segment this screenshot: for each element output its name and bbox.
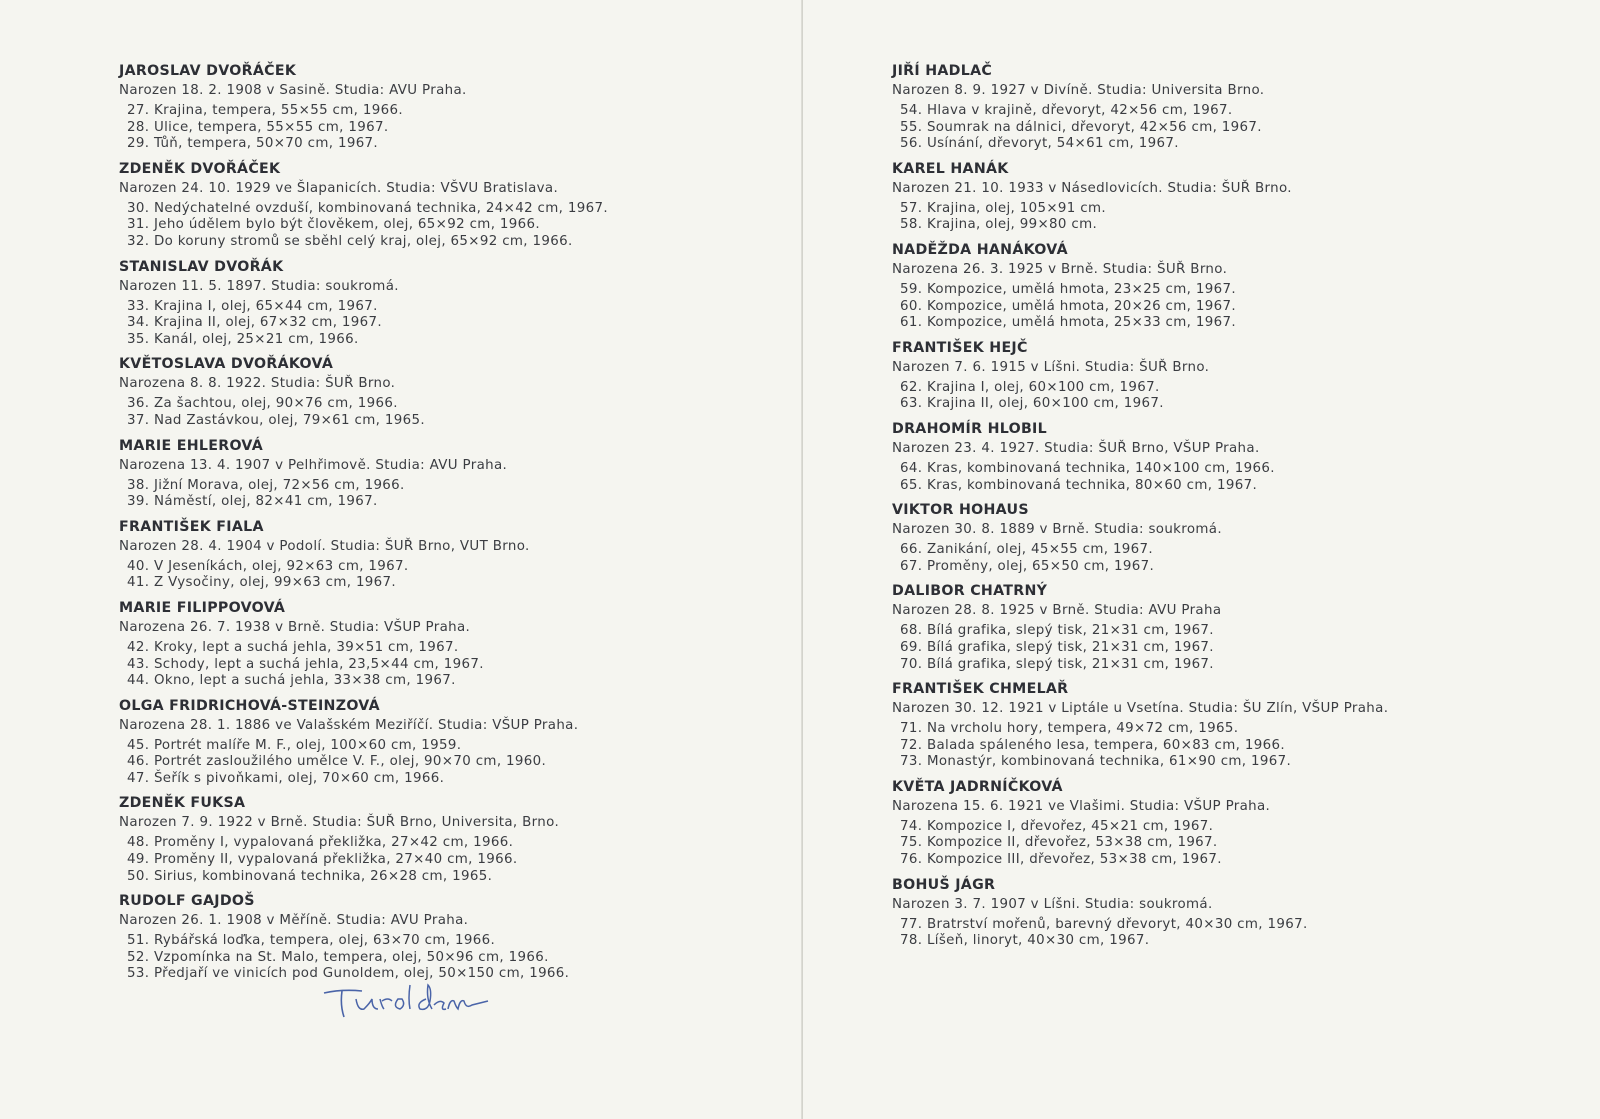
artwork-item: 40. V Jeseníkách, olej, 92×63 cm, 1967. (127, 558, 409, 574)
artwork-item: 45. Portrét malíře M. F., olej, 100×60 cm, 1959. (127, 737, 462, 753)
artist-bio: Narozen 30. 8. 1889 v Brně. Studia: soukromá. (892, 522, 1222, 538)
artist-name: KVĚTOSLAVA DVOŘÁKOVÁ (119, 356, 334, 373)
artist-entry (892, 159, 1582, 234)
artwork-item: 56. Usínání, dřevoryt, 54×61 cm, 1967. (900, 136, 1179, 152)
artist-entry (892, 581, 1582, 673)
artist-entry (119, 354, 789, 429)
artwork-item: 44. Okno, lept a suchá jehla, 33×38 cm, 1967. (127, 673, 456, 689)
artwork-item: 68. Bílá grafika, slepý tisk, 21×31 cm, 1967. (900, 623, 1214, 639)
artwork-item: 60. Kompozice, umělá hmota, 20×26 cm, 1967. (900, 298, 1236, 314)
artwork-item: 61. Kompozice, umělá hmota, 25×33 cm, 1967. (900, 315, 1236, 331)
artist-name: JAROSLAV DVOŘÁČEK (119, 63, 297, 79)
artist-name: FRANTIŠEK HEJČ (892, 339, 1028, 356)
artist-name: STANISLAV DVOŘÁK (119, 258, 284, 275)
artwork-item: 31. Jeho údělem bylo být člověkem, olej, 65×92 cm, 1966. (127, 217, 540, 233)
artist-name: KAREL HANÁK (892, 160, 1009, 177)
artwork-item: 41. Z Vysočiny, olej, 99×63 cm, 1967. (127, 575, 397, 591)
artist-entry (119, 891, 789, 983)
artwork-item: 67. Proměny, olej, 65×50 cm, 1967. (900, 558, 1155, 574)
artwork-item: 73. Monastýr, kombinovaná technika, 61×90 cm, 1967. (900, 754, 1292, 770)
artist-entry (892, 875, 1582, 950)
artist-entry (892, 240, 1582, 332)
artwork-item: 69. Bílá grafika, slepý tisk, 21×31 cm, 1967. (900, 639, 1214, 655)
artwork-item: 30. Nedýchatelné ovzduší, kombinovaná technika, 24×42 cm, 1967. (127, 200, 608, 216)
artwork-item: 38. Jižní Morava, olej, 72×56 cm, 1966. (127, 477, 405, 493)
artwork-item: 78. Líšeň, linoryt, 40×30 cm, 1967. (900, 933, 1150, 949)
right-page (803, 0, 1600, 1119)
artwork-item: 72. Balada spáleného lesa, tempera, 60×83 cm, 1966. (900, 737, 1285, 753)
artist-name: RUDOLF GAJDOŠ (119, 893, 255, 910)
artwork-item: 29. Tůň, tempera, 50×70 cm, 1967. (127, 136, 379, 152)
artist-name: MARIE EHLEROVÁ (119, 437, 264, 454)
artwork-item: 39. Náměstí, olej, 82×41 cm, 1967. (127, 494, 378, 510)
artwork-item: 74. Kompozice I, dřevořez, 45×21 cm, 1967. (900, 818, 1214, 834)
artist-bio: Narozen 3. 7. 1907 v Líšni. Studia: soukromá. (892, 896, 1213, 912)
artwork-item: 66. Zanikání, olej, 45×55 cm, 1967. (900, 542, 1154, 558)
artist-bio: Narozen 23. 4. 1927. Studia: ŠUŘ Brno, VŠUP Praha. (892, 440, 1260, 456)
artwork-item: 65. Kras, kombinovaná technika, 80×60 cm, 1967. (900, 477, 1258, 493)
artist-entry (892, 419, 1582, 494)
artwork-item: 32. Do koruny stromů se sběhl celý kraj, olej, 65×92 cm, 1966. (127, 233, 573, 249)
artist-entry (119, 696, 789, 788)
artwork-item: 52. Vzpomínka na St. Malo, tempera, olej, 50×96 cm, 1966. (127, 949, 549, 965)
artwork-item: 63. Krajina II, olej, 60×100 cm, 1967. (900, 396, 1164, 412)
artist-entry (119, 517, 789, 592)
artist-name: BOHUŠ JÁGR (892, 876, 996, 893)
artist-name: FRANTIŠEK FIALA (119, 518, 264, 535)
artist-bio: Narozen 21. 10. 1933 v Násedlovicích. Studia: ŠUŘ Brno. (892, 180, 1292, 196)
artist-bio: Narozen 30. 12. 1921 v Liptále u Vsetína. Studia: ŠU Zlín, VŠUP Praha. (892, 701, 1389, 717)
artist-name: OLGA FRIDRICHOVÁ-STEINZOVÁ (119, 697, 380, 714)
left-catalog-column (119, 61, 789, 989)
artwork-item: 64. Kras, kombinovaná technika, 140×100 cm, 1966. (900, 460, 1275, 476)
artist-bio: Narozen 28. 4. 1904 v Podolí. Studia: ŠUŘ Brno, VUT Brno. (119, 538, 530, 554)
artist-entry (892, 679, 1582, 771)
artist-entry (892, 500, 1582, 575)
artist-name: ZDENĚK FUKSA (119, 795, 246, 812)
artist-entry (892, 61, 1582, 153)
artist-entry (119, 598, 789, 690)
artist-entry (119, 61, 789, 153)
artist-bio: Narozen 7. 9. 1922 v Brně. Studia: ŠUŘ Brno, Universita, Brno. (119, 815, 560, 831)
artist-bio: Narozen 26. 1. 1908 v Měříně. Studia: AVU Praha. (119, 913, 469, 929)
artwork-item: 36. Za šachtou, olej, 90×76 cm, 1966. (127, 396, 398, 412)
artwork-item: 55. Soumrak na dálnici, dřevoryt, 42×56 cm, 1967. (900, 119, 1262, 135)
artist-name: DRAHOMÍR HLOBIL (892, 420, 1047, 437)
handwritten-correction (322, 981, 492, 1031)
artist-bio: Narozen 11. 5. 1897. Studia: soukromá. (119, 278, 399, 294)
artist-entry (119, 436, 789, 511)
artist-entry (119, 159, 789, 251)
artwork-item: 42. Kroky, lept a suchá jehla, 39×51 cm, 1967. (127, 639, 459, 655)
artwork-item: 62. Krajina I, olej, 60×100 cm, 1967. (900, 379, 1160, 395)
artwork-item: 27. Krajina, tempera, 55×55 cm, 1966. (127, 103, 403, 118)
artwork-item: 37. Nad Zastávkou, olej, 79×61 cm, 1965. (127, 412, 425, 428)
artwork-item: 33. Krajina I, olej, 65×44 cm, 1967. (127, 298, 378, 314)
artist-bio: Narozen 28. 8. 1925 v Brně. Studia: AVU Praha (892, 603, 1222, 619)
artist-bio: Narozena 28. 1. 1886 ve Valašském Meziříčí. Studia: VŠUP Praha. (119, 717, 579, 733)
artwork-item: 75. Kompozice II, dřevořez, 53×38 cm, 1967. (900, 835, 1218, 851)
artwork-item: 51. Rybářská loďka, tempera, olej, 63×70 cm, 1966. (127, 933, 496, 949)
artist-name: NADĚŽDA HANÁKOVÁ (892, 241, 1068, 258)
artwork-item: 59. Kompozice, umělá hmota, 23×25 cm, 1967. (900, 281, 1236, 297)
artwork-item: 71. Na vrcholu hory, tempera, 49×72 cm, 1965. (900, 721, 1239, 737)
artist-bio: Narozen 18. 2. 1908 v Sasině. Studia: AVU Praha. (119, 83, 467, 98)
artist-bio: Narozena 26. 3. 1925 v Brně. Studia: ŠUŘ Brno. (892, 261, 1228, 277)
artist-bio: Narozena 15. 6. 1921 ve Vlašimi. Studia: VŠUP Praha. (892, 798, 1271, 814)
artwork-item: 47. Šeřík s pivoňkami, olej, 70×60 cm, 1966. (127, 770, 445, 786)
artist-name: ZDENĚK DVOŘÁČEK (119, 160, 281, 177)
artist-entry (119, 793, 789, 885)
artwork-item: 76. Kompozice III, dřevořez, 53×38 cm, 1967. (900, 852, 1222, 868)
artwork-item: 49. Proměny II, vypalovaná překližka, 27×40 cm, 1966. (127, 852, 518, 868)
artwork-item: 53. Předjaří ve vinicích pod Gunoldem, olej, 50×150 cm, 1966. (127, 966, 570, 982)
artwork-item: 50. Sirius, kombinovaná technika, 26×28 cm, 1965. (127, 868, 493, 884)
artwork-item: 77. Bratrství mořenů, barevný dřevoryt, 40×30 cm, 1967. (900, 916, 1308, 932)
artist-bio: Narozena 13. 4. 1907 v Pelhřimově. Studia: AVU Praha. (119, 457, 508, 473)
artwork-item: 35. Kanál, olej, 25×21 cm, 1966. (127, 331, 359, 347)
artist-entry (892, 338, 1582, 413)
artwork-item: 58. Krajina, olej, 99×80 cm. (900, 217, 1098, 233)
artwork-item: 54. Hlava v krajině, dřevoryt, 42×56 cm, 1967. (900, 103, 1233, 118)
artwork-item: 43. Schody, lept a suchá jehla, 23,5×44 cm, 1967. (127, 656, 484, 672)
artist-bio: Narozen 8. 9. 1927 v Divíně. Studia: Universita Brno. (892, 83, 1265, 98)
artwork-item: 48. Proměny I, vypalovaná překližka, 27×42 cm, 1966. (127, 835, 514, 851)
artwork-item: 70. Bílá grafika, slepý tisk, 21×31 cm, 1967. (900, 656, 1214, 672)
artist-bio: Narozena 26. 7. 1938 v Brně. Studia: VŠUP Praha. (119, 619, 471, 635)
artist-entry (119, 257, 789, 349)
artist-name: FRANTIŠEK CHMELAŘ (892, 681, 1069, 698)
artist-name: VIKTOR HOHAUS (892, 502, 1029, 519)
artist-bio: Narozen 24. 10. 1929 ve Šlapanicích. Studia: VŠVU Bratislava. (119, 180, 559, 196)
artist-name: JIŘÍ HADLAČ (892, 63, 993, 79)
artist-bio: Narozen 7. 6. 1915 v Líšni. Studia: ŠUŘ Brno. (892, 359, 1210, 375)
right-catalog-column (892, 61, 1582, 956)
artist-name: KVĚTA JADRNÍČKOVÁ (892, 778, 1063, 795)
artist-entry (892, 777, 1582, 869)
artist-name: MARIE FILIPPOVOVÁ (119, 599, 286, 616)
artwork-item: 46. Portrét zasloužilého umělce V. F., olej, 90×70 cm, 1960. (127, 754, 547, 770)
artist-bio: Narozena 8. 8. 1922. Studia: ŠUŘ Brno. (119, 376, 396, 392)
artwork-item: 57. Krajina, olej, 105×91 cm. (900, 200, 1106, 216)
artwork-item: 34. Krajina II, olej, 67×32 cm, 1967. (127, 315, 382, 331)
artist-name: DALIBOR CHATRNÝ (892, 583, 1048, 600)
artwork-item: 28. Ulice, tempera, 55×55 cm, 1967. (127, 119, 389, 135)
